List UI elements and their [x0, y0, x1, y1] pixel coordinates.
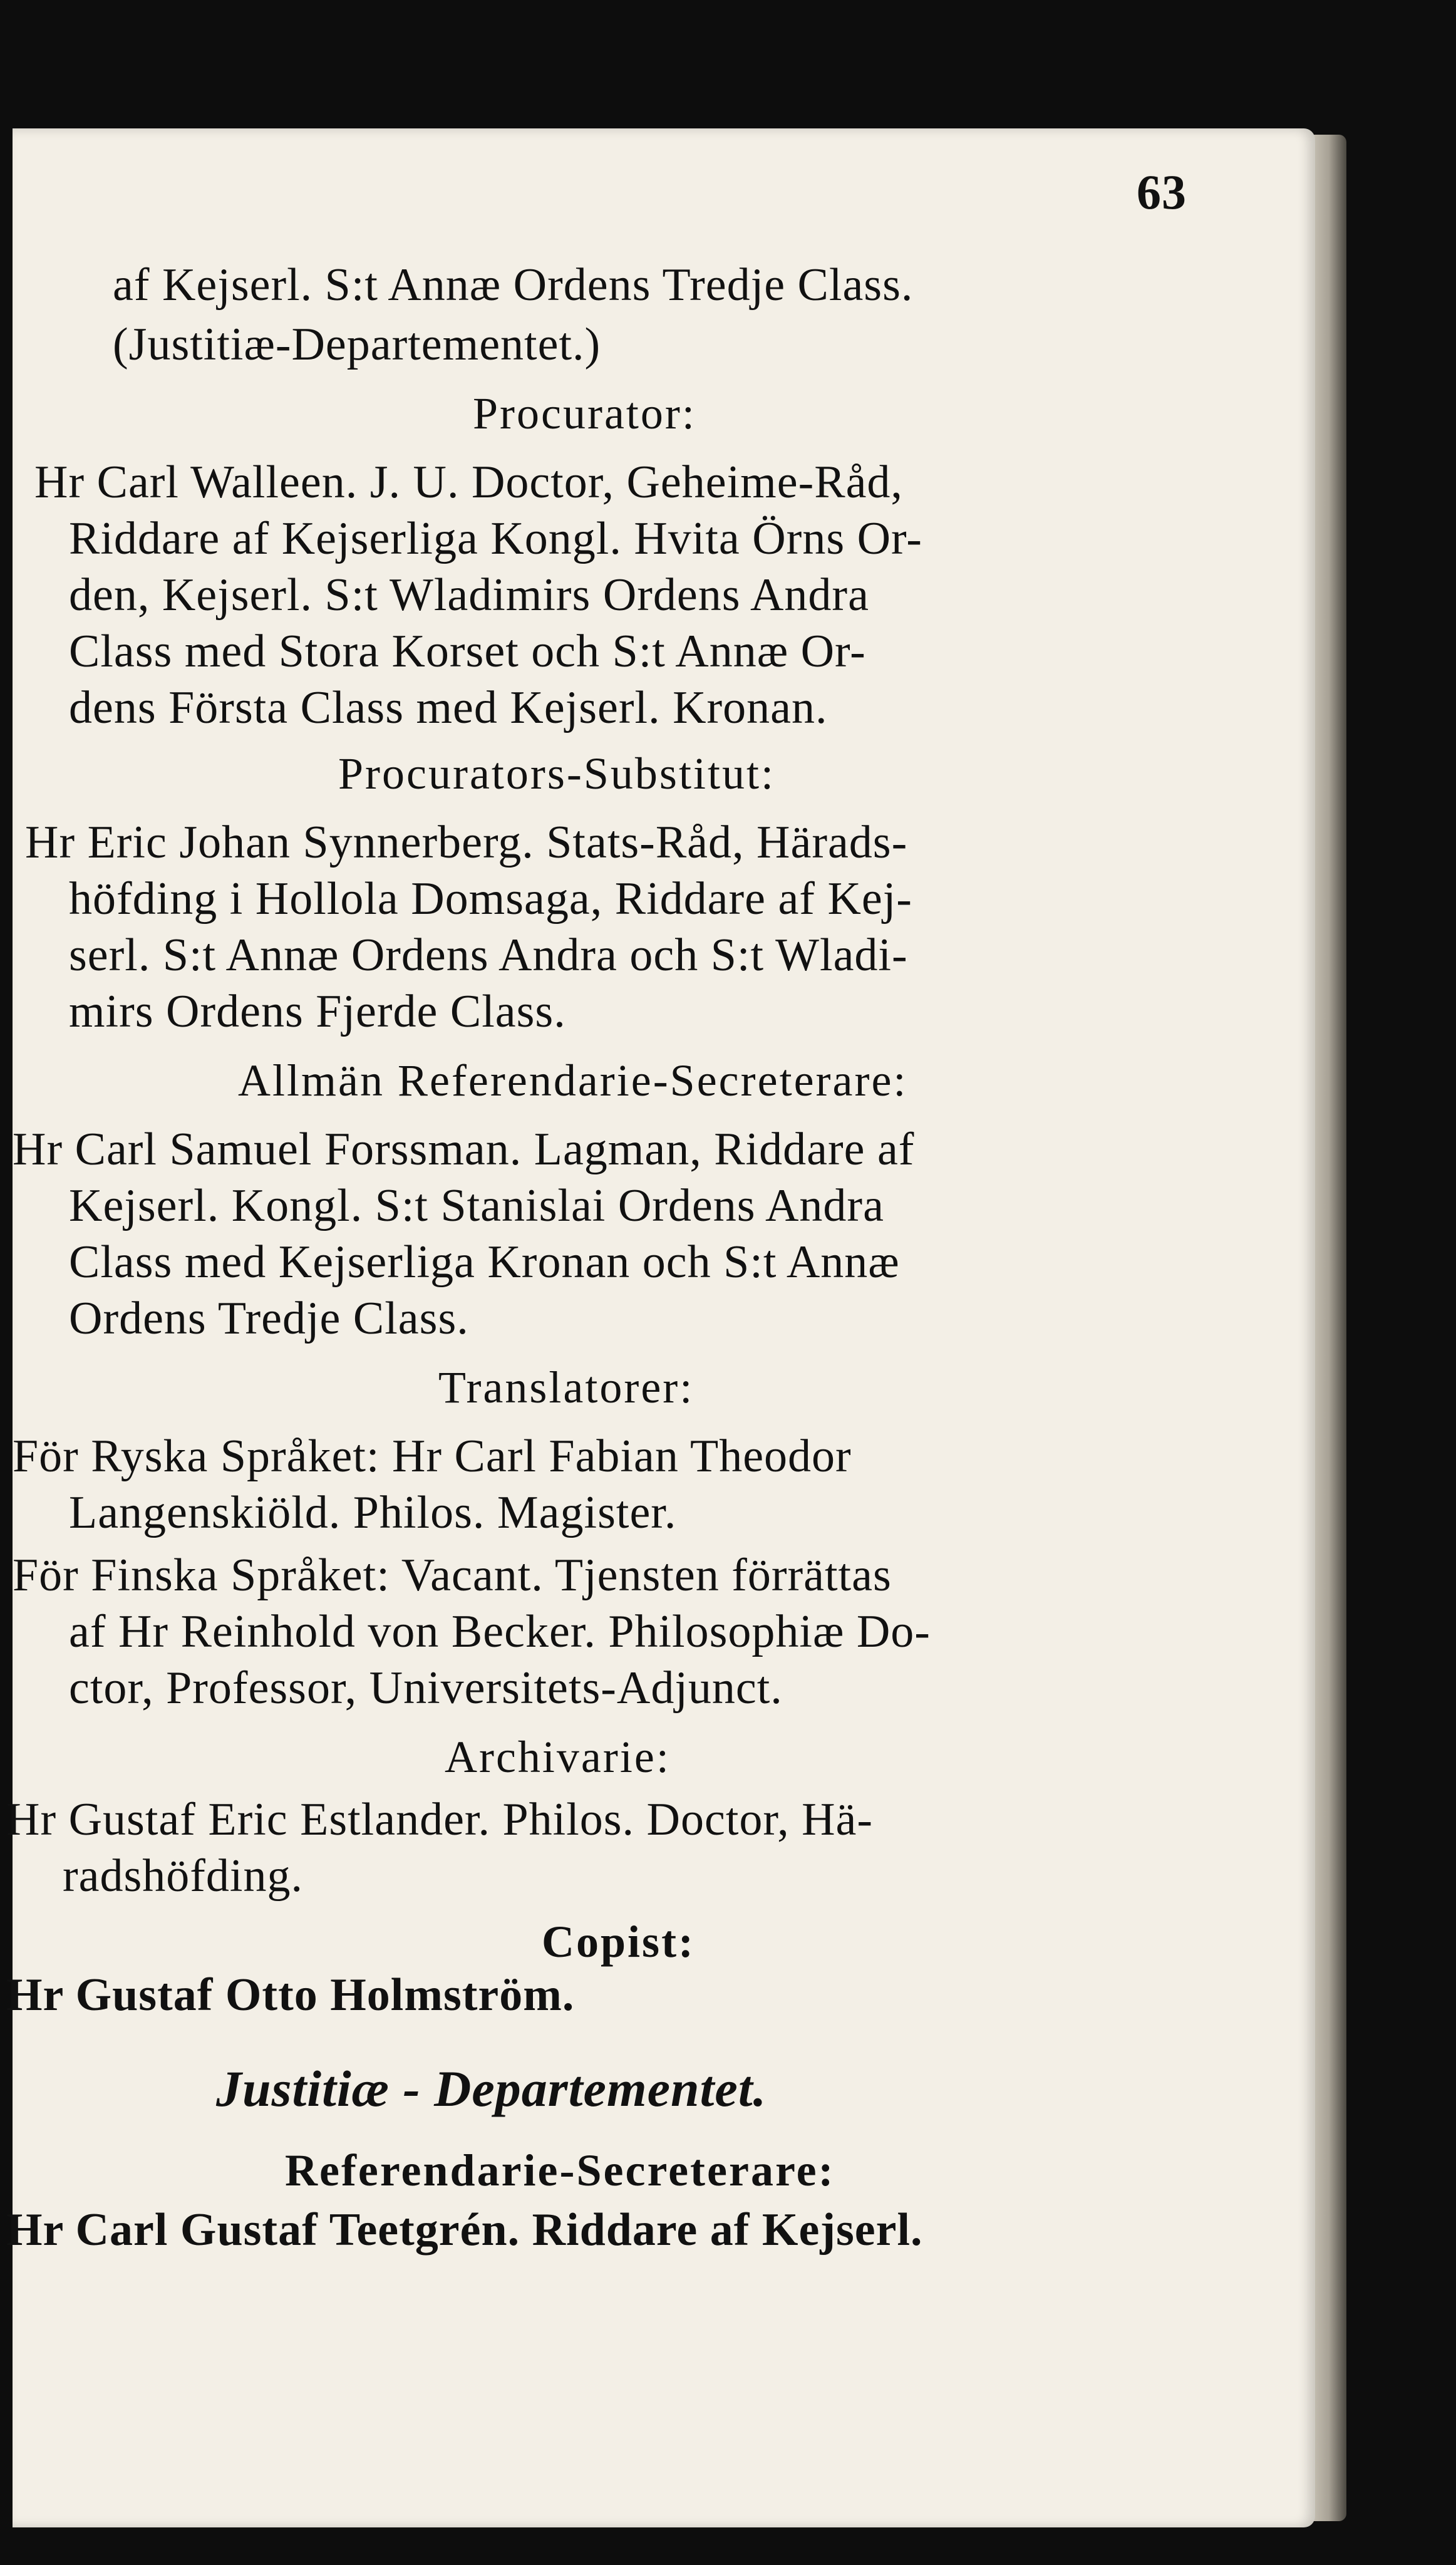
text-line: Langenskiöld. Philos. Magister. — [69, 1487, 677, 1538]
text-line: Riddare af Kejserliga Kongl. Hvita Örns Or- — [69, 513, 922, 564]
text-line: Hr Gustaf Otto Holmström. — [6, 1969, 575, 2021]
text-line: radshöfding. — [63, 1850, 303, 1902]
section-heading: Referendarie-Secreterare: — [285, 2145, 835, 2195]
text-line: serl. S:t Annæ Ordens Andra och S:t Wladi- — [69, 930, 908, 981]
section-heading: Copist: — [542, 1917, 696, 1967]
text-line: den, Kejserl. S:t Wladimirs Ordens Andra — [69, 569, 869, 621]
text-line: af Kejserl. S:t Annæ Ordens Tredje Class. — [113, 259, 914, 311]
text-line: dens Första Class med Kejserl. Kronan. — [69, 682, 828, 733]
section-heading: Procurators-Substitut: — [338, 749, 775, 799]
text-line: Hr Eric Johan Synnerberg. Stats-Råd, Härads- — [25, 817, 908, 868]
text-line: För Ryska Språket: Hr Carl Fabian Theodor — [13, 1431, 852, 1482]
text-line: Hr Gustaf Eric Estlander. Philos. Doctor, Hä- — [6, 1794, 874, 1845]
text-line: Kejserl. Kongl. S:t Stanislai Ordens Andra — [69, 1180, 884, 1231]
text-line: (Justitiæ-Departementet.) — [113, 319, 601, 370]
text-line: Hr Carl Walleen. J. U. Doctor, Geheime-Råd, — [34, 457, 903, 508]
section-heading: Procurator: — [473, 388, 696, 438]
text-line: Hr Carl Samuel Forssman. Lagman, Riddare af — [13, 1124, 915, 1175]
section-heading: Translatorer: — [438, 1362, 694, 1412]
text-line: Ordens Tredje Class. — [69, 1293, 469, 1344]
page-number: 63 — [1137, 165, 1187, 219]
text-line: Class med Kejserliga Kronan och S:t Annæ — [69, 1236, 900, 1288]
text-line: höfding i Hollola Domsaga, Riddare af Kej- — [69, 873, 912, 925]
text-line: Hr Carl Gustaf Teetgrén. Riddare af Kejserl. — [6, 2204, 923, 2256]
section-heading: Archivarie: — [445, 1732, 671, 1782]
text-line: För Finska Språket: Vacant. Tjensten förrättas — [13, 1550, 892, 1601]
text-line: Class med Stora Korset och S:t Annæ Or- — [69, 626, 866, 677]
department-heading: Justitiæ - Departementet. — [216, 2060, 767, 2117]
text-line: ctor, Professor, Universitets-Adjunct. — [69, 1662, 783, 1714]
text-line: af Hr Reinhold von Becker. Philosophiæ Do- — [69, 1606, 931, 1657]
section-heading: Allmän Referendarie-Secreterare: — [238, 1055, 908, 1106]
text-line: mirs Ordens Fjerde Class. — [69, 986, 566, 1037]
